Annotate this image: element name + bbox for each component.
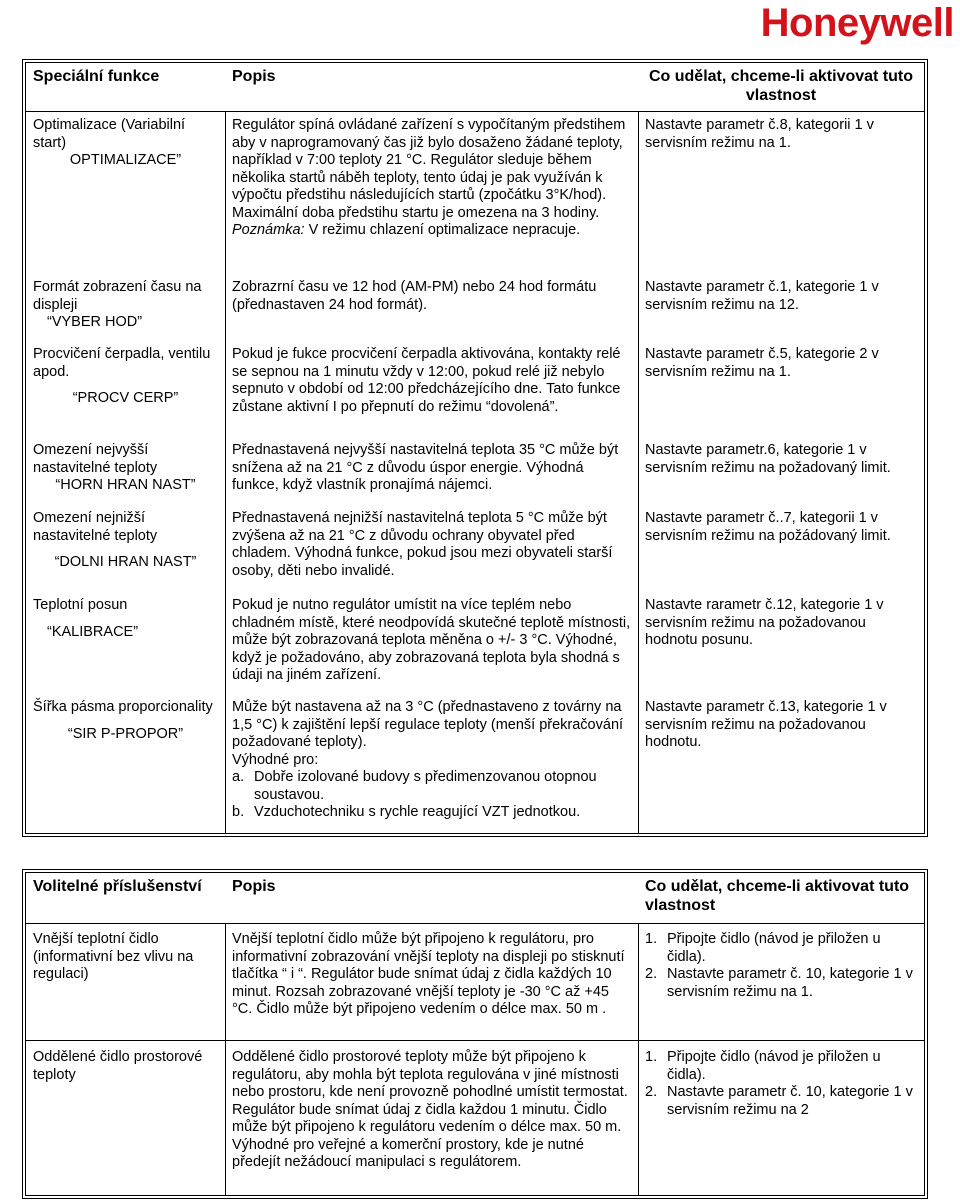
table-row [26,113,924,271]
function-description: Může být nastavena až na 3 °C (přednastaveno z továrny na 1,5 °C) k zajištění lepší regulace teploty (menší překračování požadované teploty). [232,699,624,750]
function-code: OPTIMALIZACE” [69,152,182,168]
function-name: Procvičení čerpadla, ventilu apod. [33,346,211,380]
function-name: Omezení nejnižší nastavitelné teploty [33,510,158,544]
table-row [26,927,924,1040]
function-description: Přednastavená nejnižší nastavitelná teplota 5 °C může být zvýšena až na 21 °C z důvodu ochrany obyvatel před chladem. Výhodná funkce, pokud jsou mezi obyvateli starší osoby, děti nebo invalidé. [232,510,613,579]
table-header [26,873,924,923]
function-action: Nastavte parametr č.8, kategorii 1 v servisním režimu na 1. [645,117,874,151]
function-action: Nastavte rarametr č.12, kategorie 1 v servisním režimu na požadovanou hodnotu posunu. [645,597,884,648]
list-item: 1. Připojte čidlo (návod je přiložen u čidla). [645,931,881,965]
function-description: Přednastavená nejvyšší nastavitelná teplota 35 °C může být snížena až na 21 °C z důvodu úspor energie. Výhodná funkce, když vlastník pronajímá nájemci. [232,442,619,493]
function-name: Teplotní posun [33,597,128,613]
function-name: Formát zobrazení času na displeji [33,279,202,313]
list-item: 1. Připojte čidlo (návod je přiložen u čidla). [645,1049,881,1083]
function-action: Nastavte parametr č.1, kategorie 1 v servisním režimu na 12. [645,279,879,313]
accessory-description: Vnější teplotní čidlo může být připojeno k regulátoru, pro informativní zobrazování vnější teploty na displeji po stisknutí tlačítka “ i “. Regulátor bude snímat údaj z čidla každých 10 minut. Rozsah zobrazované vnější teploty je -30 °C až +45 °C. Čidlo může být připojeno vedením o délce max. 50 m . [232,931,625,1017]
table-row [26,275,924,340]
header-description: Popis [232,68,276,85]
honeywell-logo: Honeywell [760,1,954,45]
function-description: Pokud je fukce procvičení čerpadla aktivována, kontakty relé se sepnou na 1 minutu vždy v 12:00, pokud relé již nebylo sepnuto v období od 12:00 předcházejícího dne. Tato funkce zůstane aktivní I po přepnutí do režimu “dovolená”. [232,346,621,415]
special-functions-table [25,62,925,834]
function-description: Zobrazrní času ve 12 hod (AM-PM) nebo 24 hod formátu (přednastaven 24 hod formát). [232,279,597,313]
table-row [26,506,924,596]
function-action: Nastavte parametr.6, kategorie 1 v servisním režimu na požadovaný limit. [645,442,891,476]
function-description: Pokud je nutno regulátor umístit na více teplém nebo chladném místě, které neodpovídá skutečné teplotě místnosti, může být zobrazovaná teplota měněna o +/- 3 °C. Výhodné, když je požadováno, aby zobrazovaná teplota byla shodná s údaji na jiném zařízení. [232,597,631,683]
list-item: 2. Nastavte parametr č. 10, kategorie 1 v servisním režimu na 2 [645,1084,913,1118]
header-action: Co udělat, chceme-li aktivovat tuto vlastnost [648,68,914,104]
function-action: Nastavte parametr č..7, kategorii 1 v servisním režimu na požádovaný limit. [645,510,891,544]
function-code: “KALIBRACE” [47,623,139,640]
list-item: a. Dobře izolované budovy s předimenzovanou otopnou soustavou. [232,769,597,803]
header-accessory: Volitelné příslušenství [33,878,202,895]
list-item: 2. Nastavte parametr č. 10, kategorie 1 v servisním režimu na 1. [645,966,913,1000]
note-text: V režimu chlazení optimalizace nepracuje. [304,222,581,238]
function-code: “HORN HRAN NAST” [55,477,196,493]
function-code: “VYBER HOD” [47,314,143,330]
function-name: Omezení nejvyšší nastavitelné teploty [33,442,158,476]
header-description: Popis [232,878,276,895]
function-code: “DOLNI HRAN NAST” [54,554,197,570]
table-header [26,63,924,111]
function-code: “PROCV CERP” [72,390,179,406]
function-name: Šířka pásma proporcionality [33,699,213,715]
function-description: Regulátor spíná ovládané zařízení s vypočítaným předstihem aby v naprogramovaný čas již bylo dosaženo žádané teploty, například v 7:00 teploty 21 °C. Regulátor sleduje během několika startů náběh teploty, tento údaj je pak využíván k výpočtu předstihu následujících startů (zpočátku 3°K/hod). Maximální doba předstihu startu je omezena na 3 hodiny. [232,117,626,221]
accessory-name: Oddělené čidlo prostorové teploty [33,1049,203,1083]
header-action: Co udělat, chceme-li aktivovat tuto vlastnost [645,878,910,914]
function-name: Optimalizace (Variabilní start) [33,117,186,151]
function-action: Nastavte parametr č.5, kategorie 2 v servisním režimu na 1. [645,346,879,380]
advantages-label: Výhodné pro: [232,751,319,768]
function-code: “SIR P-PROPOR” [67,725,184,742]
header-function: Speciální funkce [33,68,160,85]
table-row [26,438,924,506]
table-row [26,695,924,831]
accessory-name: Vnější teplotní čidlo (informativní bez vlivu na regulaci) [33,931,194,982]
function-action: Nastavte parametr č.13, kategorie 1 v servisním režimu na požadovanou hodnotu. [645,699,887,750]
table-row [26,1045,924,1193]
note-label: Poznámka: [232,222,305,238]
optional-accessories-table [25,872,925,1196]
accessory-description: Oddělené čidlo prostorové teploty může být připojeno k regulátoru, aby mohla být teplota regulována v jiné místnosti nebo prostoru, kde není provozně pohodlné umístit termostat. Regulátor bude snímat údaj z čidla každou 1 minutu. Čidlo může být připojeno k regulátoru vedením o délce max. 50 m. Výhodné pro veřejné a komerční prostory, kde je nutné předejít nežádoucí manipulaci s regulátorem. [232,1049,628,1170]
table-row [26,593,924,693]
table-row [26,342,924,432]
list-item: b. Vzduchotechniku s rychle reagující VZT jednotkou. [232,804,581,820]
